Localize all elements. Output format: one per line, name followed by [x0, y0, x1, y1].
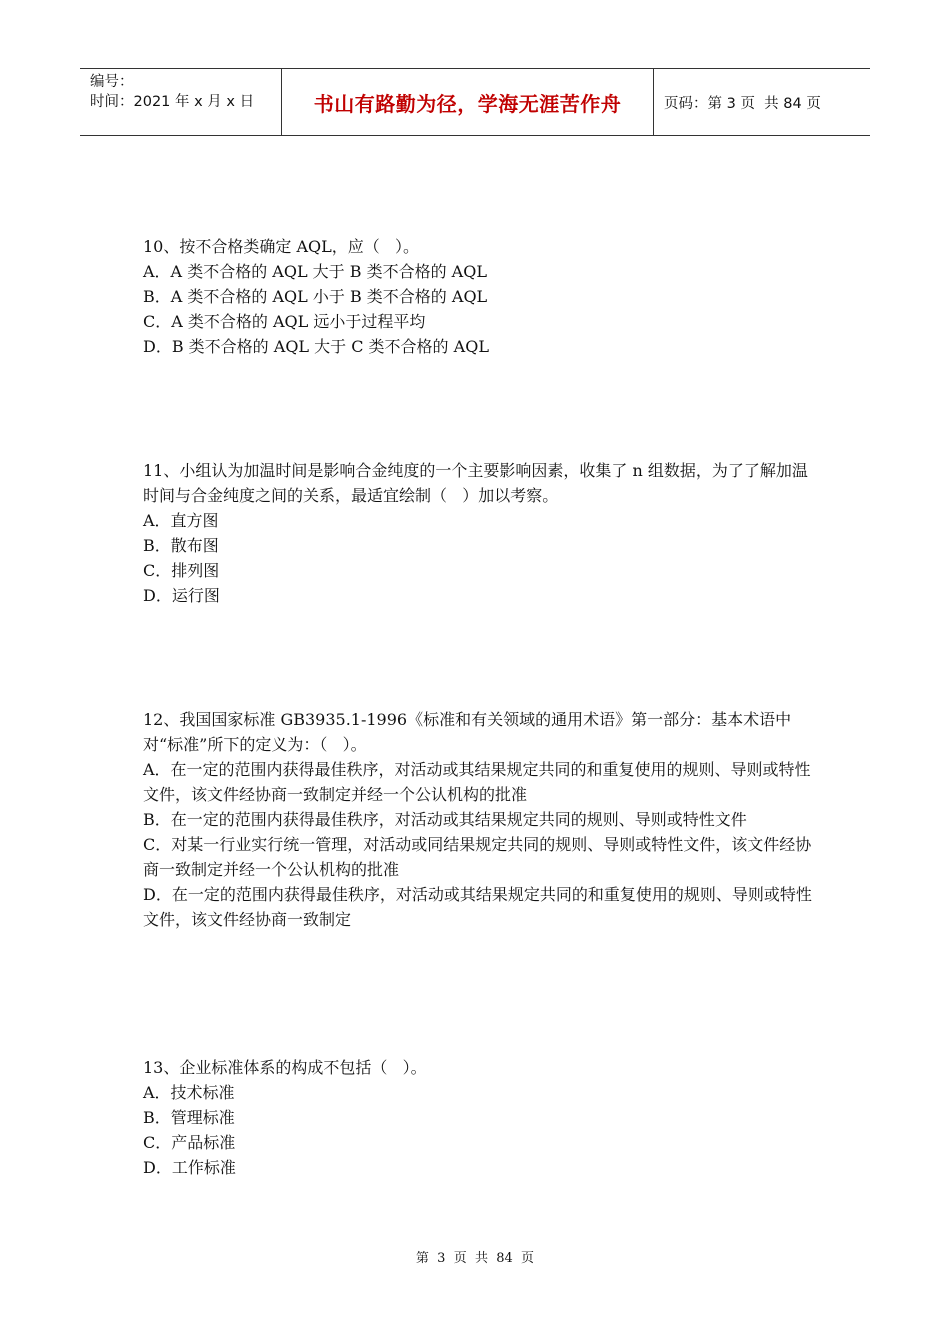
option-b: B．管理标准	[143, 1108, 235, 1127]
option-c: C．对某一行业实行统一管理，对活动或同结果规定共同的规则、导则或特性文件，该文件经协商一致制定并经一个公认机构的批准	[143, 835, 812, 879]
option-b: B．在一定的范围内获得最佳秩序，对活动或其结果规定共同的规则、导则或特性文件	[143, 810, 747, 829]
option-a: A．A 类不合格的 AQL 大于 B 类不合格的 AQL	[143, 262, 487, 281]
option-b: B．A 类不合格的 AQL 小于 B 类不合格的 AQL	[143, 287, 488, 306]
option-d: D．工作标准	[143, 1158, 236, 1177]
option-d: D．B 类不合格的 AQL 大于 C 类不合格的 AQL	[143, 337, 489, 356]
option-a: A．技术标准	[143, 1083, 235, 1102]
option-d: D．在一定的范围内获得最佳秩序，对活动或其结果规定共同的和重复使用的规则、导则或特性文件，该文件经协商一致制定	[143, 885, 812, 929]
motto-text: 书山有路勤为径，学海无涯苦作舟	[313, 91, 622, 116]
header-page-cell	[654, 69, 870, 135]
question-stem: 13、企业标准体系的构成不包括（ ）。	[143, 1058, 427, 1077]
option-c: C．产品标准	[143, 1133, 236, 1152]
page-number-label: 页码：第 3 页 共 84 页	[664, 95, 821, 112]
question-stem: 12、我国国家标准 GB3935.1-1996《标准和有关领域的通用术语》第一部分：基本术语中对“标准”所下的定义为：（ ）。	[143, 710, 792, 754]
option-a: A．在一定的范围内获得最佳秩序，对活动或其结果规定共同的和重复使用的规则、导则或特性文件，该文件经协商一致制定并经一个公认机构的批准	[143, 760, 811, 804]
option-a: A．直方图	[143, 511, 219, 530]
header-motto-cell	[282, 69, 654, 135]
header-meta-cell	[80, 69, 282, 135]
option-c: C．A 类不合格的 AQL 远小于过程平均	[143, 312, 426, 331]
question-13	[143, 1055, 823, 1180]
page-header	[80, 68, 870, 136]
question-stem: 11、小组认为加温时间是影响合金纯度的一个主要影响因素，收集了 n 组数据，为了了解加温时间与合金纯度之间的关系，最适宜绘制（ ）加以考察。	[143, 461, 808, 505]
question-stem: 10、按不合格类确定 AQL，应（ ）。	[143, 237, 420, 256]
serial-label: 编号：	[90, 74, 134, 90]
question-12	[143, 707, 823, 932]
page-footer: 第 3 页 共 84 页	[415, 1251, 535, 1266]
question-11	[143, 458, 823, 608]
option-c: C．排列图	[143, 561, 220, 580]
option-d: D．运行图	[143, 586, 220, 605]
option-b: B．散布图	[143, 536, 219, 555]
question-10	[143, 234, 823, 359]
time-label: 时间：2021 年 x 月 x 日	[90, 94, 255, 110]
